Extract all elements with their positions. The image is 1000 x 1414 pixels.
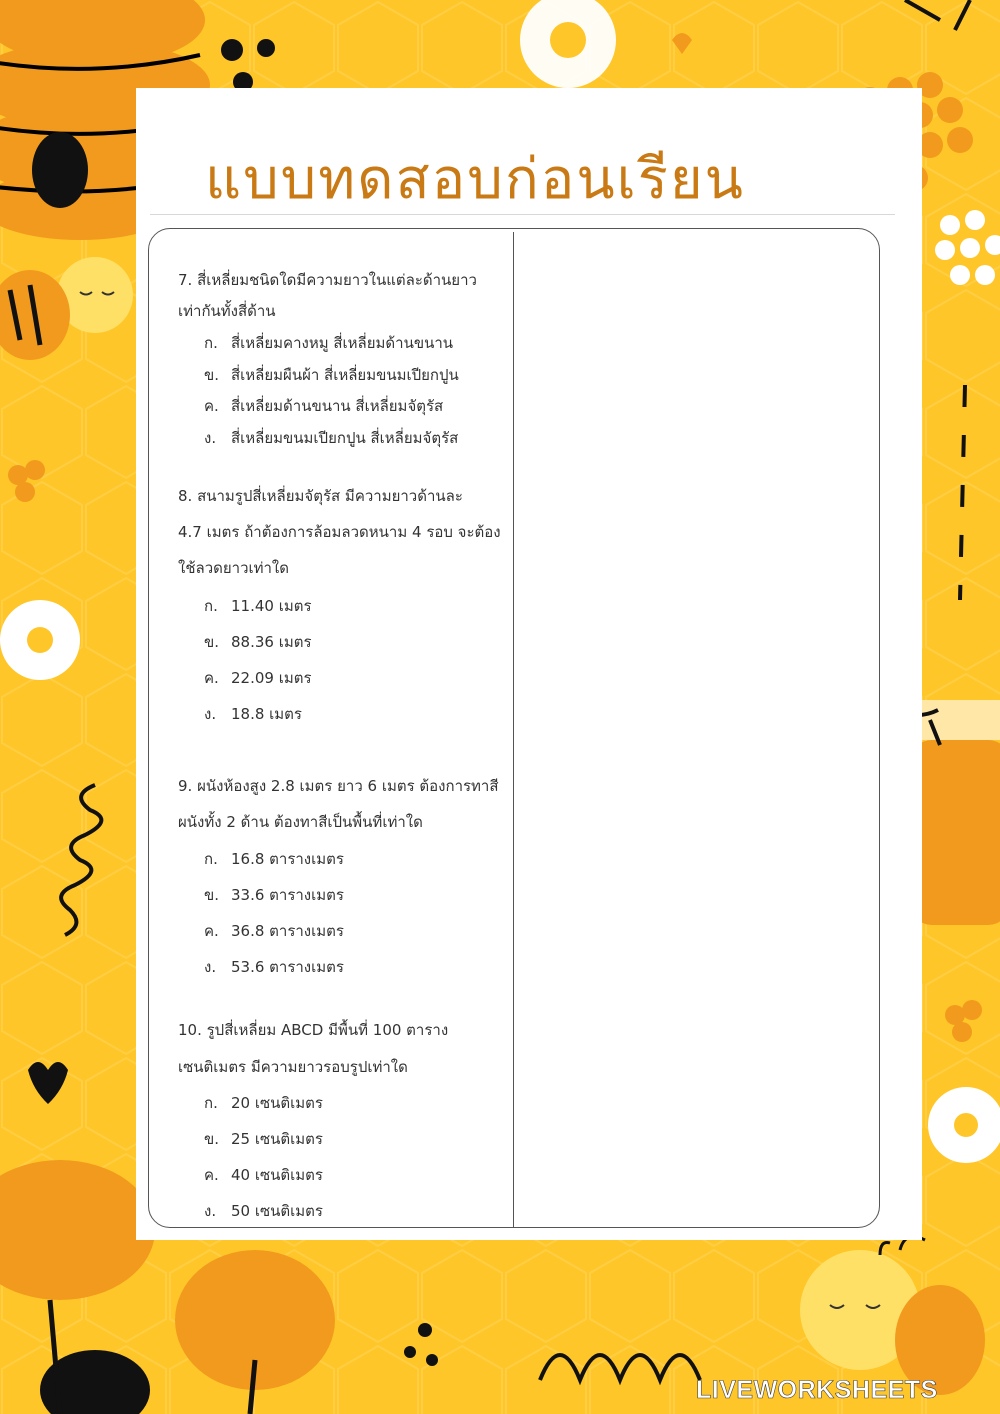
question-7-option-b <box>204 363 459 387</box>
question-8-line-1: 8. สนามรูปสี่เหลี่ยมจัตุรัส มีความยาวด้านละ <box>178 487 463 505</box>
question-10-option-c <box>204 1163 323 1187</box>
option-label: ข. <box>204 633 220 651</box>
column-divider <box>513 232 514 1228</box>
option-label: ข. <box>204 886 220 904</box>
option-label: ก. <box>204 850 218 868</box>
question-8-line-3: ใช้ลวดยาวเท่าใด <box>178 559 289 577</box>
option-text: 22.09 เมตร <box>231 669 312 687</box>
option-text: 40 เซนติเมตร <box>231 1166 323 1184</box>
option-text: สี่เหลี่ยมคางหมู สี่เหลี่ยมด้านขนาน <box>231 334 454 352</box>
option-label: ค. <box>204 922 219 940</box>
option-text: 88.36 เมตร <box>231 633 312 651</box>
question-9-option-b <box>204 883 344 907</box>
option-label: ก. <box>204 1094 218 1112</box>
question-9-option-c <box>204 919 344 943</box>
question-7-line-2: เท่ากันทั้งสี่ด้าน <box>178 302 276 320</box>
option-text: สี่เหลี่ยมด้านขนาน สี่เหลี่ยมจัตุรัส <box>231 397 444 415</box>
question-10-option-b <box>204 1127 323 1151</box>
option-text: 53.6 ตารางเมตร <box>231 958 344 976</box>
option-text: 18.8 เมตร <box>231 705 302 723</box>
option-text: สี่เหลี่ยมขนมเปียกปูน สี่เหลี่ยมจัตุรัส <box>231 429 459 447</box>
option-label: ข. <box>204 366 220 384</box>
question-10-option-a <box>204 1091 323 1115</box>
option-text: สี่เหลี่ยมผืนผ้า สี่เหลี่ยมขนมเปียกปูน <box>231 366 459 384</box>
title-underline <box>150 214 895 215</box>
question-9-option-a <box>204 847 344 871</box>
option-label: ข. <box>204 1130 220 1148</box>
option-text: 16.8 ตารางเมตร <box>231 850 344 868</box>
question-10-option-d <box>204 1199 323 1223</box>
option-label: ค. <box>204 669 219 687</box>
question-7-option-c <box>204 394 443 418</box>
question-7-option-d <box>204 426 458 450</box>
option-label: ค. <box>204 397 219 415</box>
question-8-option-d <box>204 702 302 726</box>
question-8-option-c <box>204 666 312 690</box>
option-label: ค. <box>204 1166 219 1184</box>
liveworksheets-watermark: LIVEWORKSHEETS <box>696 1376 938 1404</box>
option-label: ง. <box>204 705 217 723</box>
question-8-line-2: 4.7 เมตร ถ้าต้องการล้อมลวดหนาม 4 รอบ จะต้อง <box>178 523 501 541</box>
question-10-line-1: 10. รูปสี่เหลี่ยม ABCD มีพื้นที่ 100 ตาราง <box>178 1021 449 1039</box>
option-label: ก. <box>204 334 218 352</box>
option-text: 25 เซนติเมตร <box>231 1130 323 1148</box>
option-label: ง. <box>204 1202 217 1220</box>
option-label: ง. <box>204 429 217 447</box>
question-10-line-2: เซนติเมตร มีความยาวรอบรูปเท่าใด <box>178 1058 408 1076</box>
page-title: แบบทดสอบก่อนเรียน <box>205 147 745 212</box>
question-7-line-1: 7. สี่เหลี่ยมชนิดใดมีความยาวในแต่ละด้านยาว <box>178 271 477 289</box>
option-text: 20 เซนติเมตร <box>231 1094 323 1112</box>
option-text: 11.40 เมตร <box>231 597 312 615</box>
question-9-option-d <box>204 955 344 979</box>
option-text: 36.8 ตารางเมตร <box>231 922 344 940</box>
option-text: 33.6 ตารางเมตร <box>231 886 344 904</box>
question-7-option-a <box>204 331 453 355</box>
question-9-line-1: 9. ผนังห้องสูง 2.8 เมตร ยาว 6 เมตร ต้องการทาสี <box>178 777 499 795</box>
question-8-option-b <box>204 630 312 654</box>
question-8-option-a <box>204 594 312 618</box>
question-9-line-2: ผนังทั้ง 2 ด้าน ต้องทาสีเป็นพื้นที่เท่าใด <box>178 813 423 831</box>
option-text: 50 เซนติเมตร <box>231 1202 323 1220</box>
option-label: ก. <box>204 597 218 615</box>
option-label: ง. <box>204 958 217 976</box>
